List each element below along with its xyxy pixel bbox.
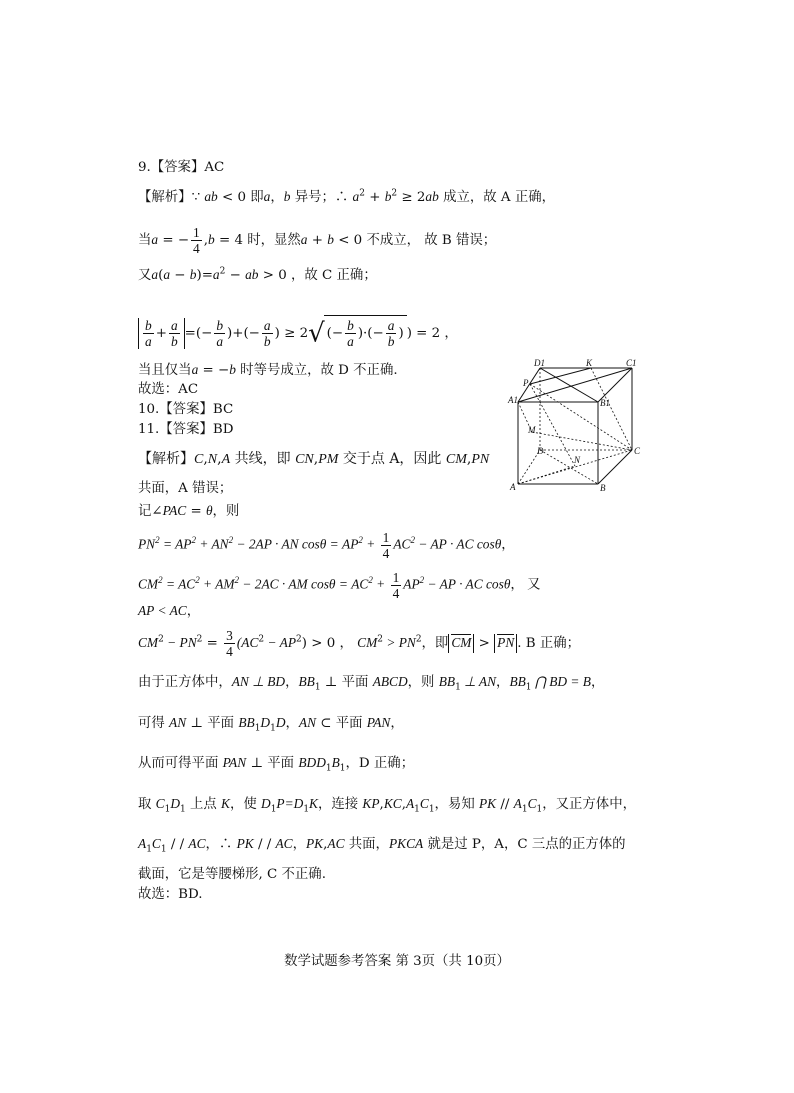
q9-inequality-line: $\frac{b}{a}$ + $\frac{a}{b}$ =(− $\frac{b}{a}$ )+(− $\frac{a}{b}$ ) ≥ 2√ (− $\frac{b}{a}$ )·(− $\frac{a}{b}$ ) ) = 2 ， xyxy=(138,315,458,349)
label-a: A xyxy=(510,482,516,492)
page-footer: 数学试题参考答案 第 3页（共 10页） xyxy=(284,954,510,969)
q11-choice: 故选：BD. xyxy=(138,887,203,902)
cube-diagram xyxy=(500,356,642,496)
label-d1: D1 xyxy=(534,358,545,368)
label-k: K xyxy=(586,358,593,368)
q11-heading: 11.【答案】BD xyxy=(138,422,234,437)
q11-analysis-line1: 【解析】C,N,A 共线，即 CN,PM 交于点 A，因此 CM,PN xyxy=(138,451,490,467)
q11-cm-equation: $CM^2 = AC^2 + AM^2 - 2AC$ · AM $\cos\theta = AC^2$ + $\frac{1}{4}$ $AP^2$ − AP · AC cosθ， 又 xyxy=(138,570,541,601)
fraction-one-quarter: $\frac{1}{4}$ xyxy=(193,225,200,256)
q11-angle-line: 记∠PAC = θ，则 xyxy=(138,503,240,519)
sqrt-sign-icon: √ xyxy=(308,318,325,349)
q11-plane-line: 从而可得平面 PAN ⊥ 平面 $BDD_1B_1$，D 正确； xyxy=(138,755,415,774)
q11-difference-line: $CM^2 - PN^2$ = $\frac{3}{4}$ $(AC^2 - AP^2) > 0$ ， $CM^2 > PN^2$，即 CM > PN . B 正确； xyxy=(138,628,581,659)
q9-analysis-line5: 当且仅当a = −b 时等号成立，故 D 不正确. xyxy=(138,362,398,378)
q9-analysis-line3: 又$a(a - b)=a^2$ − ab > 0 ，故 C 正确； xyxy=(138,266,377,283)
q11-parallel-line: $A_1C_1$ / / AC，∴ PK / / AC，PK,AC 共面，PKCA 就是过 P，A，C 三点的正方体的 xyxy=(138,836,626,855)
label-d: D xyxy=(537,446,544,456)
q11-pn-equation: $PN^2 = AP^2 + AN^2 - 2AP$ · AN $\cos\theta = AP^2$ + $\frac{1}{4}$ $AC^2$ − AP · AC cosθ， xyxy=(138,530,515,561)
q11-section-line: 截面，它是等腰梯形, C 不正确. xyxy=(138,867,326,882)
q11-cube-line: 由于正方体中，AN ⊥ BD，$BB_1$ ⊥ 平面 ABCD，则 $BB_1$ ⊥ AN，$BB_1$ ⋂ BD = B， xyxy=(138,674,605,693)
q10-heading: 10.【答案】BC xyxy=(138,402,234,417)
q9-analysis-line2: 当a = − $\frac{1}{4}$ ,b = 4 时，显然a + b < 0 不成立， 故 B 错误； xyxy=(138,225,497,256)
label-c1: C1 xyxy=(626,358,637,368)
q9-choice: 故选：AC xyxy=(138,382,199,397)
q9-heading: 9.【答案】AC xyxy=(138,160,225,175)
q11-perp-line: 可得 AN ⊥ 平面 $BB_1D_1D$，AN ⊂ 平面 PAN， xyxy=(138,715,404,734)
q11-ap-ac-line: AP < AC， xyxy=(138,603,201,619)
label-b: B xyxy=(600,483,606,493)
label-b1: B1 xyxy=(600,398,610,408)
q11-analysis-line2: 共面，A 错误； xyxy=(138,481,233,496)
q9-analysis-line1: 【解析】∵ ab < 0 即a，b 异号；∴ $a^2 + b^2 \ge 2ab$ 成立，故 A 正确， xyxy=(138,188,555,205)
label-m: M xyxy=(528,425,536,435)
q11-point-k-line: 取 $C_1D_1$ 上点 K，使 $D_1P=D_1K$，连接 $KP,KC,A_1C_1$，易知 PK // $A_1C_1$，又正方体中， xyxy=(138,796,636,815)
label-n: N xyxy=(574,455,581,465)
label-c: C xyxy=(634,446,641,456)
label-a1: A1 xyxy=(508,395,518,405)
label-p: P xyxy=(523,378,529,388)
cube-vertex-labels xyxy=(507,358,641,493)
